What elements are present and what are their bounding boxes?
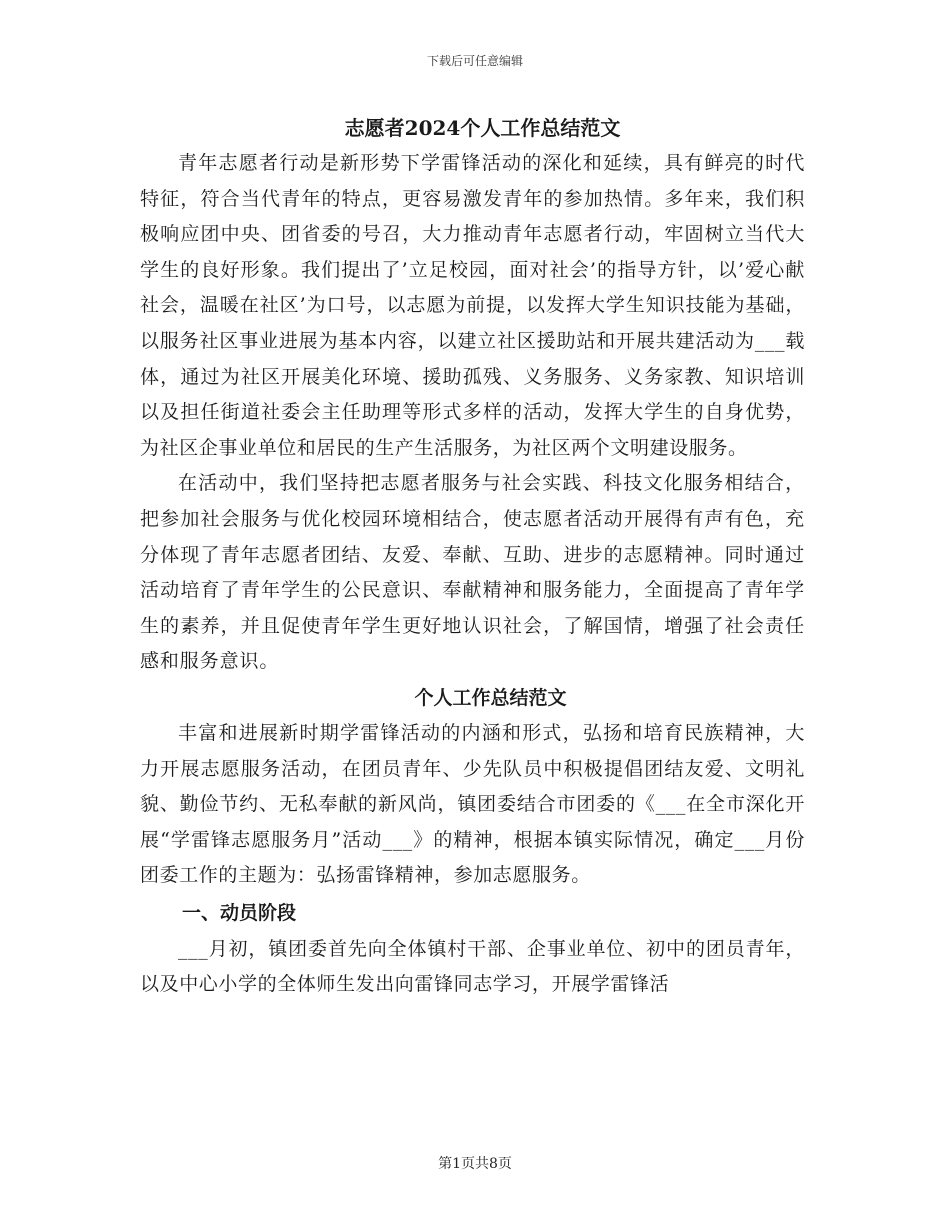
paragraph: 在活动中，我们坚持把志愿者服务与社会实践、科技文化服务相结合，把参加社会服务与优化校园环境相结合，使志愿者活动开展得有声有色，充分体现了青年志愿者团结、友爱、奉献、互助、进步的志愿精神。同时通过活动培育了青年学生的公民意识、奉献精神和服务能力，全面提高了青年学生的素养，并且促使青年学生更好地认识社会，了解国情，增强了社会责任感和服务意识。: [140, 472, 805, 673]
document-title: 志愿者2024个人工作总结范文: [344, 116, 621, 140]
header-note: 下载后可任意编辑: [426, 54, 523, 68]
paragraph: ___月初，镇团委首先向全体镇村干部、企事业单位、初中的团员青年，以及中心小学的全体师生发出向雷锋同志学习，开展学雷锋活: [140, 937, 805, 996]
section-title: 个人工作总结范文: [414, 686, 567, 709]
section-heading: 一、动员阶段: [182, 901, 297, 924]
page-footer: 第1页共8页: [438, 1156, 512, 1172]
paragraph: 丰富和进展新时期学雷锋活动的内涵和形式，弘扬和培育民族精神，大力开展志愿服务活动，在团员青年、少先队员中积极提倡团结友爱、文明礼貌、勤俭节约、无私奉献的新风尚，镇团委结合市团委的《___在全市深化开展“学雷锋志愿服务月”活动___》的精神，根据本镇实际情况，确定___月份团委工作的主题为：弘扬雷锋精神，参加志愿服务。: [140, 721, 805, 887]
document-body: [140, 110, 805, 1003]
paragraph: 青年志愿者行动是新形势下学雷锋活动的深化和延续，具有鲜亮的时代特征，符合当代青年的特点，更容易激发青年的参加热情。多年来，我们积极响应团中央、团省委的号召，大力推动青年志愿者行动，牢固树立当代大学生的良好形象。我们提出了’立足校园，面对社会’的指导方针，以’爱心献社会，温暖在社区’为口号，以志愿为前提，以发挥大学生知识技能为基础，以服务社区事业进展为基本内容，以建立社区援助站和开展共建活动为___载体，通过为社区开展美化环境、援助孤残、义务服务、义务家教、知识培训以及担任街道社委会主任助理等形式多样的活动，发挥大学生的自身优势，为社区企事业单位和居民的生产生活服务，为社区两个文明建设服务。: [140, 152, 805, 459]
